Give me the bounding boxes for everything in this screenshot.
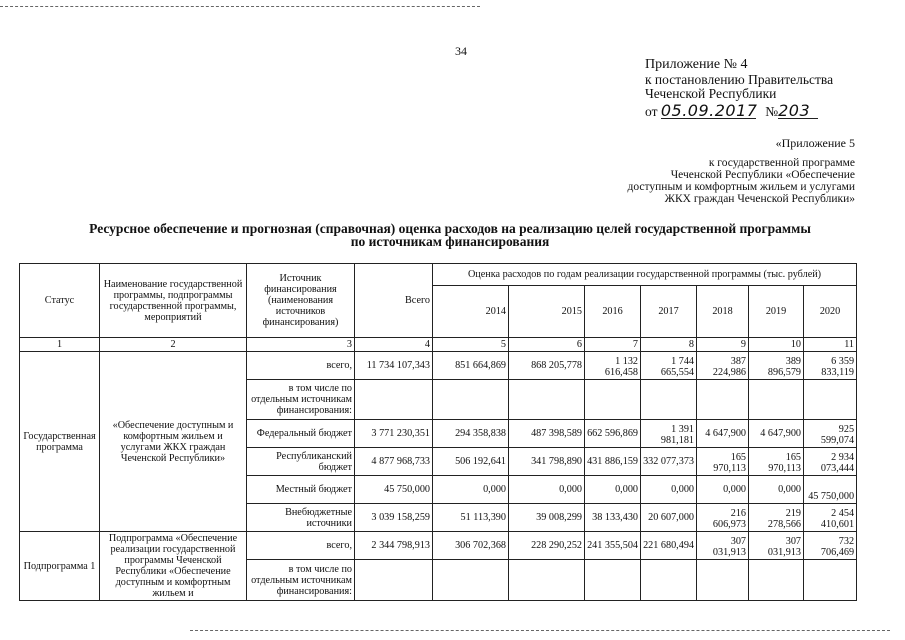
- row-value: 4 877 968,733: [355, 448, 433, 476]
- row-value: 868 205,778: [509, 352, 585, 380]
- header-year: 2020: [804, 286, 857, 338]
- row-value: 241 355,504: [585, 532, 641, 560]
- row-value: 431 886,159: [585, 448, 641, 476]
- date-prefix: от: [645, 104, 658, 119]
- row-value: 45 750,000: [355, 476, 433, 504]
- row-value: 39 008,299: [509, 504, 585, 532]
- header-year: 2014: [433, 286, 509, 338]
- row-value: 925 599,074: [804, 420, 857, 448]
- row-program-name: «Обеспечение доступным и комфортным жильем и услугами ЖКХ граждан Чеченской Республики»: [100, 352, 247, 532]
- row-value: 2 934 073,444: [804, 448, 857, 476]
- annex5-line1: к государственной программе: [708, 157, 855, 169]
- row-value: 732 706,469: [804, 532, 857, 560]
- row-value: 851 664,869: [433, 352, 509, 380]
- row-value: 4 647,900: [697, 420, 749, 448]
- row-value: 2 344 798,913: [355, 532, 433, 560]
- row-value: 294 358,838: [433, 420, 509, 448]
- row-value: 51 113,390: [433, 504, 509, 532]
- row-value: [433, 560, 509, 601]
- row-value: 228 290,252: [509, 532, 585, 560]
- row-value: 221 680,494: [641, 532, 697, 560]
- row-value: 0,000: [697, 476, 749, 504]
- col-number: 5: [433, 338, 509, 352]
- col-number: 4: [355, 338, 433, 352]
- row-value: 1 744 665,554: [641, 352, 697, 380]
- annex-line3: Чеченской Республики: [645, 86, 777, 101]
- row-value: 332 077,373: [641, 448, 697, 476]
- row-value: 165 970,113: [697, 448, 749, 476]
- row-value: 506 192,641: [433, 448, 509, 476]
- row-value: 306 702,368: [433, 532, 509, 560]
- table-row: [20, 532, 857, 560]
- row-value: [355, 560, 433, 601]
- row-source: всего,: [247, 532, 355, 560]
- row-program-name: Подпрограмма «Обеспечение реализации государственной программы Чеченской Республики «Обеспечение доступным и комфортным жильем и: [100, 532, 247, 601]
- row-value: [749, 560, 804, 601]
- col-number: 2: [100, 338, 247, 352]
- row-value: [641, 560, 697, 601]
- row-status: Подпрограмма 1: [20, 532, 100, 601]
- row-source: Местный бюджет: [247, 476, 355, 504]
- col-number: 1: [20, 338, 100, 352]
- row-value: 387 224,986: [697, 352, 749, 380]
- row-value: [585, 380, 641, 420]
- resource-table: [19, 263, 857, 601]
- row-value: 219 278,566: [749, 504, 804, 532]
- row-value: 0,000: [749, 476, 804, 504]
- row-source: Внебюджетные источники: [247, 504, 355, 532]
- row-source: в том числе по отдельным источникам финансирования:: [247, 560, 355, 601]
- row-source: Республиканский бюджет: [247, 448, 355, 476]
- annex-date-line: [645, 101, 833, 120]
- header-year: 2017: [641, 286, 697, 338]
- header-source: Источник финансирования (наименования источников финансирования): [247, 264, 355, 338]
- row-value: [433, 380, 509, 420]
- annex-line1: Приложение № 4: [645, 57, 748, 72]
- row-value: 0,000: [433, 476, 509, 504]
- scan-artifact-bottom: [190, 630, 890, 631]
- header-status: Статус: [20, 264, 100, 338]
- header-year: 2015: [509, 286, 585, 338]
- row-source: всего,: [247, 352, 355, 380]
- col-number: 7: [585, 338, 641, 352]
- row-value: 165 970,113: [749, 448, 804, 476]
- row-value: 389 896,579: [749, 352, 804, 380]
- row-value: [641, 380, 697, 420]
- col-number: 8: [641, 338, 697, 352]
- row-value: [697, 560, 749, 601]
- row-value: [509, 560, 585, 601]
- header-year: 2019: [749, 286, 804, 338]
- row-value: 3 039 158,259: [355, 504, 433, 532]
- annex-line2: к постановлению Правительства: [645, 72, 834, 87]
- annex5-line2: Чеченской Республики «Обеспечение: [670, 169, 855, 181]
- row-value: [804, 560, 857, 601]
- col-number: 9: [697, 338, 749, 352]
- annex5-block: [580, 137, 855, 205]
- row-value: 341 798,890: [509, 448, 585, 476]
- col-number: 11: [804, 338, 857, 352]
- annex5-line3: доступным и комфортным жильем и услугами: [627, 181, 855, 193]
- header-total: Всего: [355, 264, 433, 338]
- row-value: 487 398,589: [509, 420, 585, 448]
- row-value: 1 391 981,181: [641, 420, 697, 448]
- title-line1: Ресурсное обеспечение и прогнозная (справочная) оценка расходов на реализацию целей государственной программы: [89, 221, 811, 236]
- row-value: 307 031,913: [697, 532, 749, 560]
- annex5-line4: ЖКХ граждан Чеченской Республики»: [664, 193, 855, 205]
- row-value: 0,000: [585, 476, 641, 504]
- col-number: 10: [749, 338, 804, 352]
- handwritten-number: 203: [778, 104, 818, 119]
- row-source: Федеральный бюджет: [247, 420, 355, 448]
- row-value: 307 031,913: [749, 532, 804, 560]
- row-value: 6 359 833,119: [804, 352, 857, 380]
- row-value: 0,000: [509, 476, 585, 504]
- row-source: в том числе по отдельным источникам финансирования:: [247, 380, 355, 420]
- row-value: [509, 380, 585, 420]
- row-value: [804, 380, 857, 420]
- header-estimate: Оценка расходов по годам реализации государственной программы (тыс. рублей): [433, 264, 857, 286]
- header-name: Наименование государственной программы, подпрограммы государственной программы, мероприятий: [100, 264, 247, 338]
- col-number: 3: [247, 338, 355, 352]
- document-title: [30, 222, 870, 248]
- row-value: [749, 380, 804, 420]
- row-value: [697, 380, 749, 420]
- number-prefix: №: [765, 104, 779, 119]
- scan-artifact-top: [0, 6, 480, 7]
- row-value: 11 734 107,343: [355, 352, 433, 380]
- title-line2: по источникам финансирования: [350, 234, 550, 249]
- row-value: 3 771 230,351: [355, 420, 433, 448]
- row-value: 216 606,973: [697, 504, 749, 532]
- header-row-1: [20, 264, 857, 286]
- row-value: 1 132 616,458: [585, 352, 641, 380]
- row-value: [355, 380, 433, 420]
- col-number: 6: [509, 338, 585, 352]
- row-value: 2 454 410,601: [804, 504, 857, 532]
- page-number: 34: [455, 44, 467, 58]
- row-value: 45 750,000: [804, 476, 857, 504]
- header-year: 2016: [585, 286, 641, 338]
- handwritten-date: 05.09.2017: [660, 101, 758, 120]
- row-value: 662 596,869: [585, 420, 641, 448]
- annex5-head: «Приложение 5: [775, 136, 855, 150]
- row-value: 20 607,000: [641, 504, 697, 532]
- row-value: 4 647,900: [749, 420, 804, 448]
- table-row: [20, 352, 857, 380]
- annex-block: [645, 58, 833, 119]
- row-status: Государственная программа: [20, 352, 100, 532]
- row-value: 0,000: [641, 476, 697, 504]
- row-value: 38 133,430: [585, 504, 641, 532]
- header-year: 2018: [697, 286, 749, 338]
- column-numbers-row: [20, 338, 857, 352]
- row-value: [585, 560, 641, 601]
